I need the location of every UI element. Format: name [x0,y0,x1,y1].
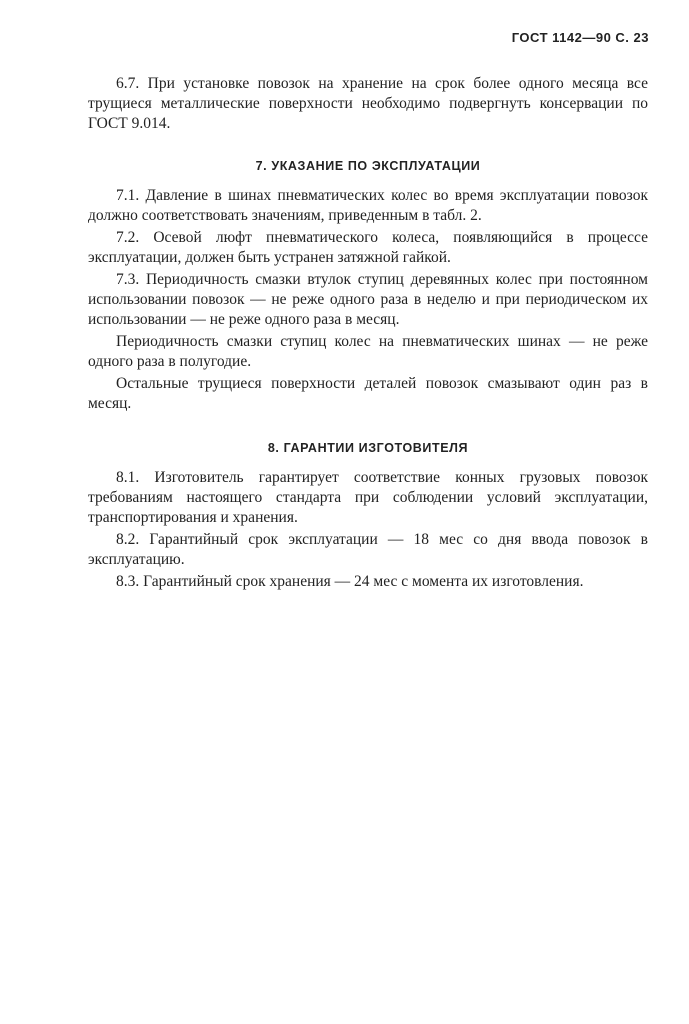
clause-7-3-other: Остальные трущиеся поверхности деталей повозок смазывают один раз в месяц. [88,375,648,412]
clause-8-2: 8.2. Гарантийный срок эксплуатации — 18 мес со дня ввода повозок в эксплуатацию. [88,531,648,568]
clause-7-2: 7.2. Осевой люфт пневматического колеса, появляющийся в процессе эксплуатации, должен быть устранен затяжной гайкой. [88,229,648,266]
clause-7-3-hubs: Периодичность смазки ступиц колес на пневматических шинах — не реже одного раза в полугодие. [88,333,648,370]
section-8-title: 8. ГАРАНТИИ ИЗГОТОВИТЕЛЯ [267,441,469,455]
clause-6-7: 6.7. При установке повозок на хранение на срок более одного месяца все трущиеся металлические поверхности необходимо подвергнуть консервации по ГОСТ 9.014. [88,75,648,132]
page-header-doc-ref: ГОСТ 1142—90 С. 23 [511,30,649,45]
clause-8-3: 8.3. Гарантийный срок хранения — 24 мес с момента их изготовления. [116,573,584,590]
clause-8-1: 8.1. Изготовитель гарантирует соответствие конных грузовых повозок требованиям настоящего стандарта при соблюдении условий эксплуатации, транспортирования и хранения. [88,469,648,526]
document-body [88,74,648,592]
clause-7-1: 7.1. Давление в шинах пневматических колес во время эксплуатации повозок должно соответствовать значениям, приведенным в табл. 2. [88,187,648,224]
section-7-title: 7. УКАЗАНИЕ ПО ЭКСПЛУАТАЦИИ [255,159,481,173]
clause-7-3: 7.3. Периодичность смазки втулок ступиц деревянных колес при постоянном использовании повозок — не реже одного раза в неделю и при периодическом их использовании — не реже одного раза в месяц. [88,271,648,328]
